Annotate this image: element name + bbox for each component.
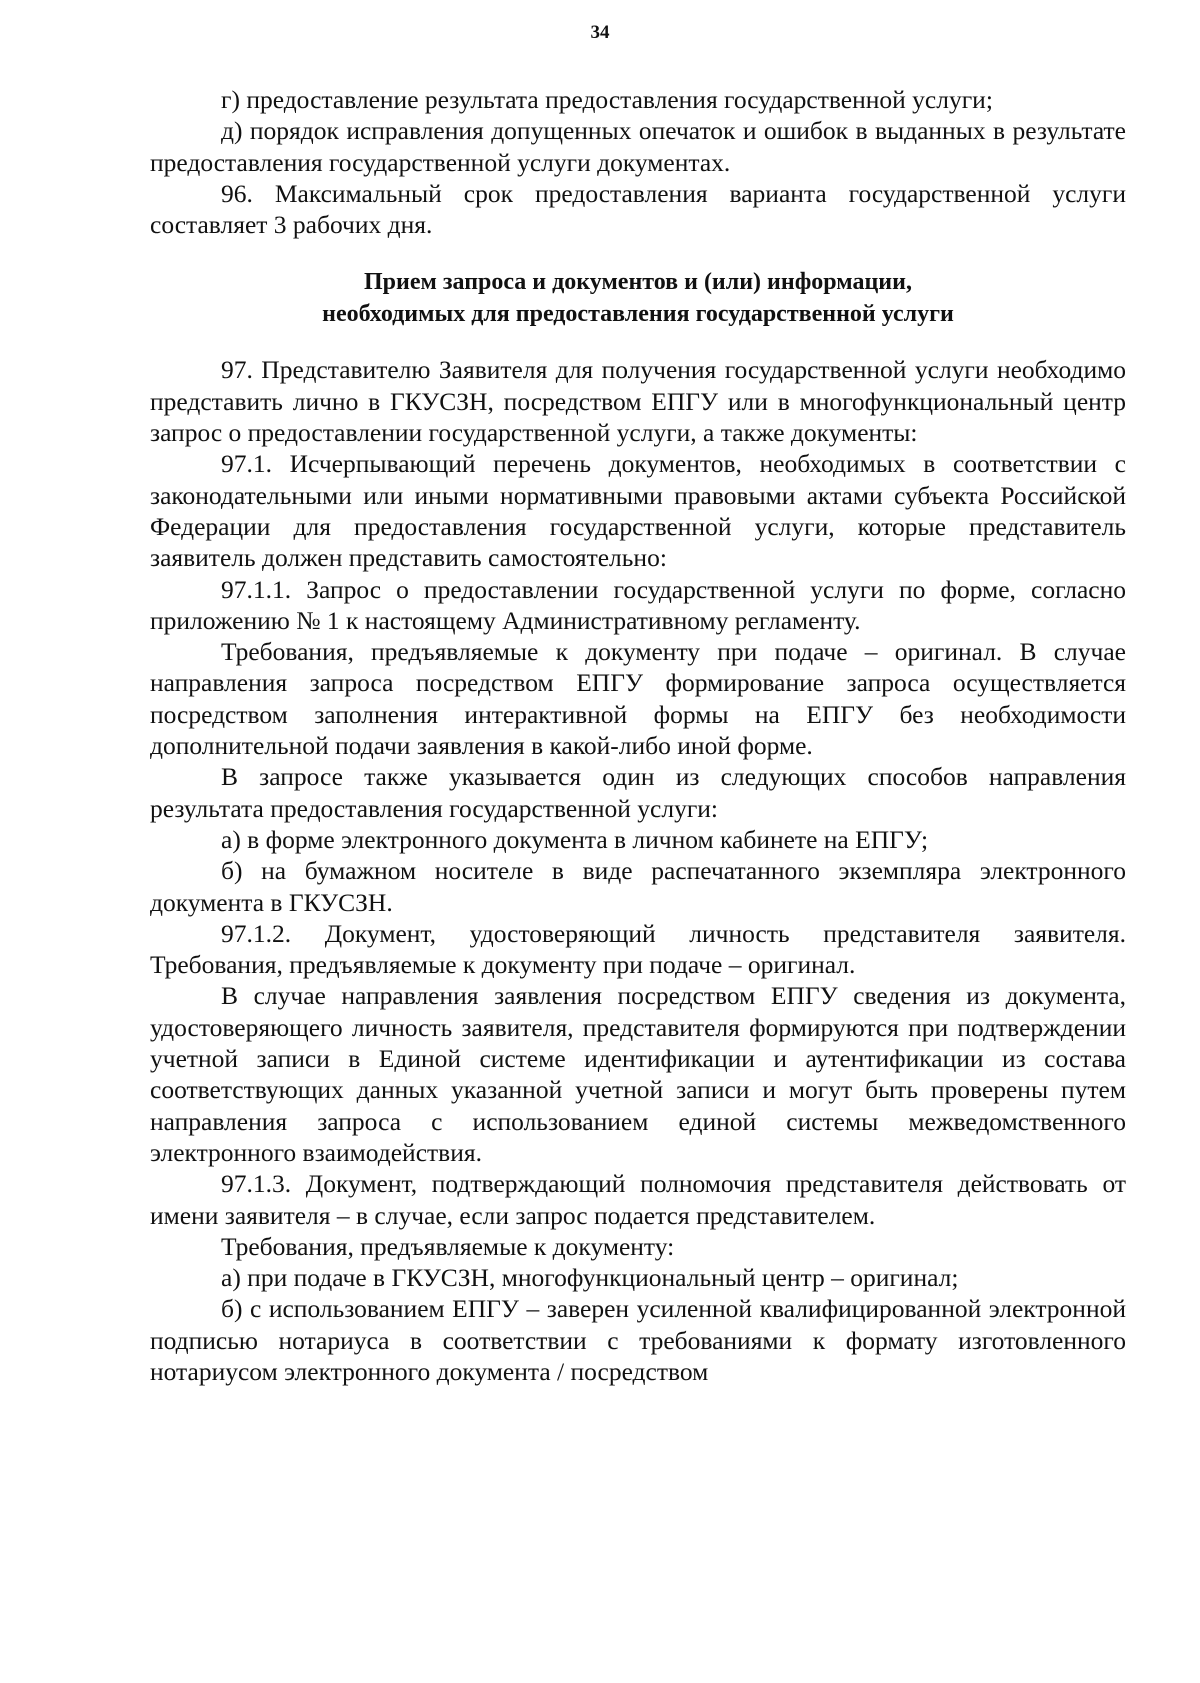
document-body [150,84,1126,1387]
paragraph: 97. Представителю Заявителя для получения государственной услуги необходимо представить лично в ГКУСЗН, посредством ЕПГУ или в многофункциональный центр запрос о предоставлении государственной услуги, а также документы: [150,355,1126,448]
paragraph: В случае направления заявления посредством ЕПГУ сведения из документа, удостоверяющего личность заявителя, представителя формируются при подтверждении учетной записи в Единой системе идентификации и аутентификации из состава соответствующих данных указанной учетной записи и могут быть проверены путем направления запроса с использованием единой системы межведомственного электронного взаимодействия. [150,981,1126,1167]
paragraph: 97.1.1. Запрос о предоставлении государственной услуги по форме, согласно приложению № 1 к настоящему Административному регламенту. [150,574,1126,635]
paragraph: Требования, предъявляемые к документу: [221,1231,675,1261]
paragraph: г) предоставление результата предоставления государственной услуги; [221,85,993,114]
paragraph: 97.1. Исчерпывающий перечень документов, необходимых в соответствии с законодательными или иными нормативными правовыми актами субъекта Российской Федерации для предоставления государственной услуги, которые представитель заявитель должен представить самостоятельно: [150,449,1126,573]
paragraph: б) на бумажном носителе в виде распечатанного экземпляра электронного документа в ГКУСЗН. [150,856,1126,917]
paragraph: Требования, предъявляемые к документу при подаче – оригинал. В случае направления запроса посредством ЕПГУ формирование запроса осуществляется посредством заполнения интерактивной формы на ЕПГУ без необходимости дополнительной подачи заявления в какой-либо иной форме. [150,637,1126,761]
paragraph: 97.1.3. Документ, подтверждающий полномочия представителя действовать от имени заявителя – в случае, если запрос подается представителем. [150,1169,1126,1230]
page-number: 34 [590,22,610,43]
section-heading-line: Прием запроса и документов и (или) информации, [364,269,912,296]
paragraph: а) в форме электронного документа в личном кабинете на ЕПГУ; [221,824,929,854]
paragraph: б) с использованием ЕПГУ – заверен усиленной квалифицированной электронной подписью нотариуса в соответствии с требованиями к формату изготовленного нотариусом электронного документа / посредством [150,1294,1126,1386]
paragraph: а) при подаче в ГКУСЗН, многофункциональный центр – оригинал; [221,1263,959,1293]
paragraph: д) порядок исправления допущенных опечаток и ошибок в выданных в результате предоставления государственной услуги документах. [150,116,1126,177]
paragraph: 97.1.2. Документ, удостоверяющий личность представителя заявителя. Требования, предъявляемые к документу при подаче – оригинал. [150,918,1126,980]
section-heading-line: необходимых для предоставления государственной услуги [322,301,954,328]
section-heading [150,266,1126,330]
paragraph: 96. Максимальный срок предоставления варианта государственной услуги составляет 3 рабочих дня. [150,178,1126,240]
paragraph: В запросе также указывается один из следующих способов направления результата предоставления государственной услуги: [150,762,1126,823]
